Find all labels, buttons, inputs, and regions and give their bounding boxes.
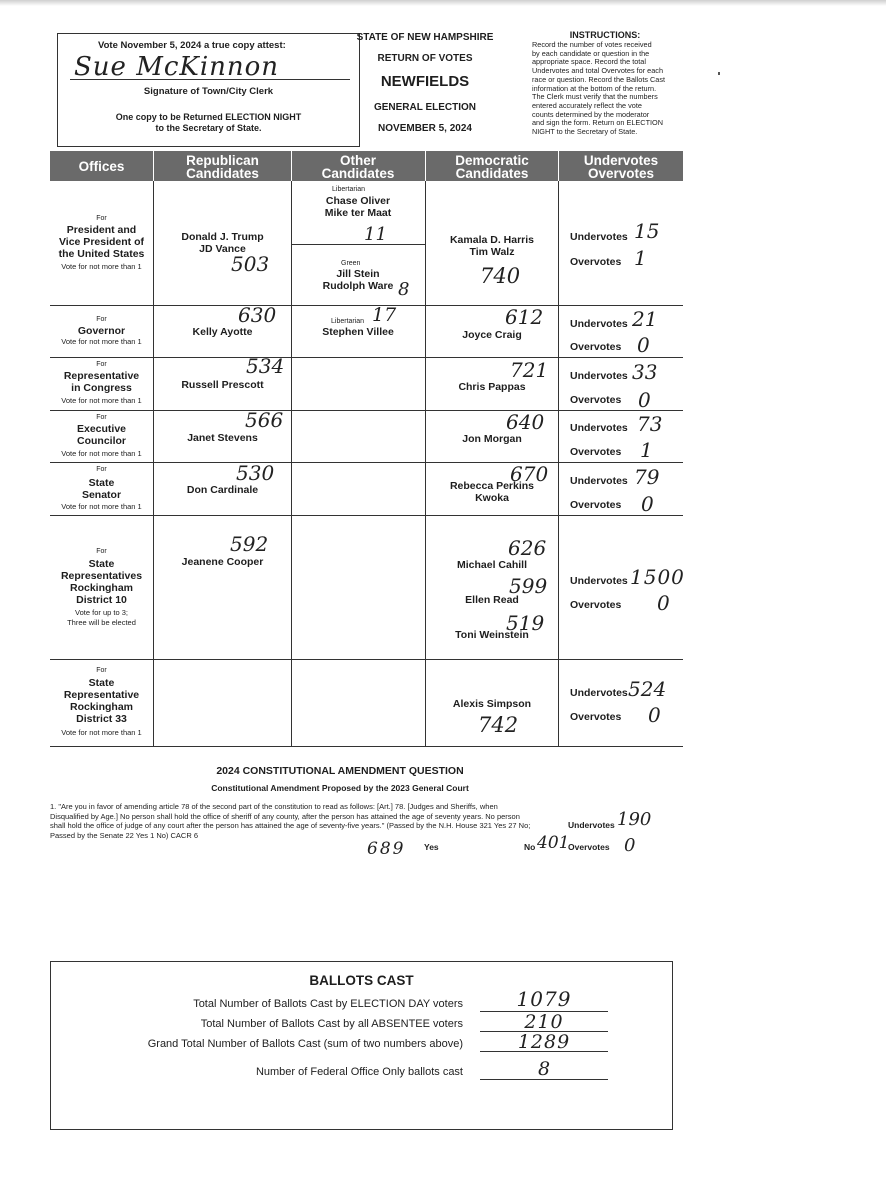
overvotes-president: 1 xyxy=(634,246,647,270)
instructions-text xyxy=(532,41,682,137)
col-democratic-line1: Democratic xyxy=(455,153,529,168)
party-libertarian: Libertarian xyxy=(331,318,365,325)
office-president xyxy=(50,224,153,260)
vote-count-craig: 612 xyxy=(505,305,544,329)
col-republican-line2: Candidates xyxy=(186,166,259,181)
office-line: Representatives xyxy=(60,570,143,582)
vote-count-ayotte: 630 xyxy=(238,303,277,327)
candidate-pappas: Chris Pappas xyxy=(458,381,526,393)
overvotes-label: Overvotes xyxy=(570,394,622,406)
instructions-line: information at the bottom of the return. xyxy=(532,83,657,93)
clerk-signature: Sue McKinnon xyxy=(74,52,280,82)
col-undervotes: Undervotes xyxy=(583,153,659,168)
col-other-line2: Candidates xyxy=(321,166,395,181)
undervotes-label: Undervotes xyxy=(570,370,628,382)
undervotes-president: 15 xyxy=(634,219,660,243)
amendment-question-text xyxy=(50,802,570,840)
col-divider xyxy=(153,181,154,747)
instructions-line: appropriate space. Record the total xyxy=(532,57,646,67)
candidate-prescott: Russell Prescott xyxy=(181,379,264,391)
overvotes-label: Overvotes xyxy=(570,711,622,723)
candidate-cooper: Jeanene Cooper xyxy=(181,556,264,568)
col-divider xyxy=(425,151,426,181)
overvotes-label: Overvotes xyxy=(568,842,610,852)
office-state-reps-district-10 xyxy=(50,558,153,606)
office-line: Executive xyxy=(76,423,127,435)
no-label: No xyxy=(524,842,536,852)
candidate-name: Rudolph Ware xyxy=(322,280,394,292)
signature-caption: Signature of Town/City Clerk xyxy=(143,86,274,97)
col-divider xyxy=(425,181,426,747)
overvotes-governor: 0 xyxy=(637,333,650,357)
office-line: the United States xyxy=(58,248,145,260)
candidate-name: JD Vance xyxy=(199,243,246,255)
ballots-federal-only-value: 8 xyxy=(537,1058,551,1080)
for-label: For xyxy=(96,548,107,555)
vote-for-rule: Vote for not more than 1 xyxy=(61,728,142,737)
vote-for-rule: Vote for not more than 1 xyxy=(61,337,142,346)
candidate-name: Jill Stein xyxy=(336,268,380,280)
col-democratic xyxy=(425,154,559,180)
overvotes-congress: 0 xyxy=(638,388,651,412)
col-other xyxy=(291,154,425,180)
ballots-row-label: Grand Total Number of Ballots Cast (sum of two numbers above) xyxy=(147,1038,463,1050)
candidate-name: Kamala D. Harris xyxy=(449,234,535,246)
scan-top-edge xyxy=(0,0,886,6)
col-democratic-line2: Candidates xyxy=(455,166,529,181)
amendment-text-line: 1. "Are you in favor of amending article 78 of the second part of the constitution to read as follows: [Art.] 78. [Judges and Sheriffs, when xyxy=(50,802,498,811)
overvotes-council: 1 xyxy=(640,438,653,462)
candidate-ayotte: Kelly Ayotte xyxy=(192,326,253,338)
overvotes-label: Overvotes xyxy=(570,599,622,611)
office-line: District 33 xyxy=(76,713,127,725)
undervotes-label: Undervotes xyxy=(570,422,628,434)
vote-count-simpson: 742 xyxy=(478,713,519,737)
vote-count-pappas: 721 xyxy=(510,358,549,382)
amendment-text-line: Passed by the Senate 22 Yes 1 No) CACR 6 xyxy=(50,830,199,840)
for-label: For xyxy=(96,414,107,421)
instructions-line: entered accurately reflect the vote xyxy=(532,100,642,110)
candidate-stevens: Janet Stevens xyxy=(187,432,258,444)
office-line: State xyxy=(88,477,115,489)
office-state-senator xyxy=(50,477,153,501)
candidate-cardinale: Don Cardinale xyxy=(186,484,259,496)
vote-count-trump: 503 xyxy=(231,252,270,276)
vote-count-cardinale: 530 xyxy=(236,461,275,485)
vote-for-rule: Vote for up to 3; xyxy=(75,608,128,617)
undervotes-district-33: 524 xyxy=(628,677,667,701)
candidate-simpson: Alexis Simpson xyxy=(452,698,532,710)
office-state-rep-district-33 xyxy=(50,677,153,725)
office-governor: Governor xyxy=(77,325,126,337)
office-line: Vice President of xyxy=(58,236,144,248)
vote-count-villee: 17 xyxy=(372,304,397,326)
amendment-text-line: shall hold the office of judge of any court after the person has attained the age of seventy-five years." (Passed by the N.H. House 321 Yes 27 No; xyxy=(50,821,531,830)
attest-certification: Vote November 5, 2024 a true copy attest: xyxy=(98,40,286,51)
vote-for-rule: Vote for not more than 1 xyxy=(61,396,142,405)
for-label: For xyxy=(96,466,107,473)
for-label: For xyxy=(96,667,107,674)
yes-label: Yes xyxy=(424,842,439,852)
yes-vote-count: 689 xyxy=(367,839,406,859)
col-offices: Offices xyxy=(50,160,153,173)
undervotes-label: Undervotes xyxy=(568,820,615,830)
vote-for-rule: Three will be elected xyxy=(67,618,136,627)
col-under-over xyxy=(559,154,683,180)
col-republican xyxy=(154,154,291,180)
election-date: NOVEMBER 5, 2024 xyxy=(378,123,472,134)
return-note-1: One copy to be Returned ELECTION NIGHT xyxy=(115,112,302,122)
row-divider xyxy=(50,659,683,660)
ballots-absentee-value: 210 xyxy=(524,1011,564,1033)
office-line: Representative xyxy=(63,689,140,701)
instructions-line: by each candidate or question in the xyxy=(532,48,650,58)
ballots-grand-total-value: 1289 xyxy=(517,1031,571,1053)
candidate-oliver-termaat xyxy=(296,195,420,219)
col-divider xyxy=(291,151,292,181)
candidate-read: Ellen Read xyxy=(465,594,519,606)
ballots-row-label: Total Number of Ballots Cast by all ABSENTEE voters xyxy=(200,1018,463,1030)
row-divider xyxy=(50,462,683,463)
vote-for-rule: Vote for not more than 1 xyxy=(61,449,142,458)
amendment-text-line: Disqualified by Age.] No person shall hold the office of sheriff of any county, after the person has attained the age of seventy years. No person xyxy=(50,811,520,821)
office-line: District 10 xyxy=(76,594,127,606)
row-divider xyxy=(50,357,683,358)
vote-count-prescott: 534 xyxy=(246,354,285,378)
col-overvotes: Overvotes xyxy=(587,166,655,181)
undervotes-amendment: 190 xyxy=(617,809,652,830)
ballots-row-label: Total Number of Ballots Cast by ELECTION DAY voters xyxy=(193,998,463,1010)
row-divider xyxy=(50,410,683,411)
candidate-name: Mike ter Maat xyxy=(324,207,392,219)
undervotes-label: Undervotes xyxy=(570,687,628,699)
undervotes-governor: 21 xyxy=(632,307,658,331)
office-executive-councilor xyxy=(50,423,153,447)
instructions-line: Undervotes and total Overvotes for each xyxy=(532,66,664,76)
ballots-cast-title: BALLOTS CAST xyxy=(309,973,414,988)
undervotes-label: Undervotes xyxy=(570,475,628,487)
instructions-line: The Clerk must verify that the numbers xyxy=(532,92,658,102)
row-divider xyxy=(50,515,683,516)
overvotes-label: Overvotes xyxy=(570,341,622,353)
overvotes-label: Overvotes xyxy=(570,256,622,268)
no-vote-count: 401 xyxy=(537,833,570,853)
for-label: For xyxy=(96,316,107,323)
candidate-craig: Joyce Craig xyxy=(462,329,522,341)
col-divider xyxy=(558,151,559,181)
amendment-subtitle: Constitutional Amendment Proposed by the 2023 General Court xyxy=(211,783,469,793)
form-title: RETURN OF VOTES xyxy=(377,53,473,64)
party-green: Green xyxy=(341,260,361,267)
candidate-name: Chase Oliver xyxy=(325,195,391,207)
office-line: State xyxy=(88,558,115,570)
col-other-line1: Other xyxy=(339,153,376,168)
undervotes-council: 73 xyxy=(637,412,663,436)
candidate-harris-walz xyxy=(430,234,554,258)
undervotes-label: Undervotes xyxy=(570,318,628,330)
vote-count-perkins-kwoka: 670 xyxy=(510,462,549,486)
undervotes-district-10: 1500 xyxy=(630,565,685,589)
undervotes-label: Undervotes xyxy=(570,231,628,243)
office-line: Representative xyxy=(63,370,140,382)
ballots-election-day-value: 1079 xyxy=(516,987,572,1011)
party-libertarian: Libertarian xyxy=(332,186,366,193)
instructions-line: NIGHT to the Secretary of State. xyxy=(532,127,638,137)
other-split-line xyxy=(291,244,425,245)
election-type: GENERAL ELECTION xyxy=(373,102,477,113)
scan-speck xyxy=(718,72,720,75)
candidate-villee: Stephen Villee xyxy=(322,326,394,338)
instructions-title: INSTRUCTIONS: xyxy=(569,30,641,40)
undervotes-senator: 79 xyxy=(634,465,660,489)
overvotes-label: Overvotes xyxy=(570,446,622,458)
for-label: For xyxy=(96,215,107,222)
office-line: President and xyxy=(66,224,137,236)
office-line: State xyxy=(88,677,115,689)
signature-line xyxy=(70,79,350,80)
candidate-name: Rebecca Perkins xyxy=(449,480,535,492)
candidate-name: Donald J. Trump xyxy=(181,231,264,243)
undervotes-label: Undervotes xyxy=(570,575,628,587)
office-line: Senator xyxy=(81,489,122,501)
vote-count-cahill: 626 xyxy=(508,536,547,560)
vote-count-weinstein: 519 xyxy=(506,611,545,635)
instructions-line: race or question. Record the Ballots Cast xyxy=(532,74,666,84)
office-line: in Congress xyxy=(71,382,132,394)
col-republican-line1: Republican xyxy=(186,153,259,168)
vote-for-rule: Vote for not more than 1 xyxy=(61,262,142,271)
vote-count-stein: 8 xyxy=(398,279,410,300)
vote-count-morgan: 640 xyxy=(506,410,545,434)
instructions-line: counts determined by the moderator xyxy=(532,109,650,119)
instructions-line: and sign the form. Return on ELECTION xyxy=(532,118,663,128)
candidate-morgan: Jon Morgan xyxy=(462,433,522,445)
vote-for-rule: Vote for not more than 1 xyxy=(61,502,142,511)
col-divider xyxy=(291,181,292,747)
ballots-row-label: Number of Federal Office Only ballots cast xyxy=(255,1066,463,1078)
for-label: For xyxy=(96,361,107,368)
undervotes-congress: 33 xyxy=(632,360,658,384)
instructions-line: Record the number of votes received xyxy=(532,40,652,49)
candidate-name: Kwoka xyxy=(475,492,509,504)
overvotes-district-33: 0 xyxy=(648,703,661,727)
row-divider xyxy=(50,305,683,306)
col-divider xyxy=(558,181,559,747)
row-divider xyxy=(50,746,683,747)
overvotes-district-10: 0 xyxy=(657,591,670,615)
candidate-cahill: Michael Cahill xyxy=(456,559,528,571)
town-name: NEWFIELDS xyxy=(380,73,470,90)
office-line: Councilor xyxy=(77,435,126,447)
overvotes-amendment: 0 xyxy=(624,835,636,856)
office-line: Rockingham xyxy=(69,701,133,713)
overvotes-senator: 0 xyxy=(641,492,654,516)
amendment-title: 2024 CONSTITUTIONAL AMENDMENT QUESTION xyxy=(216,765,464,777)
office-line: Rockingham xyxy=(69,582,133,594)
candidate-weinstein: Toni Weinstein xyxy=(455,629,529,641)
vote-count-cooper: 592 xyxy=(230,532,269,556)
return-note-2: to the Secretary of State. xyxy=(155,123,262,133)
state-name: STATE OF NEW HAMPSHIRE xyxy=(356,32,494,43)
vote-count-harris: 740 xyxy=(480,264,521,288)
candidate-name: Tim Walz xyxy=(469,246,515,258)
vote-count-read: 599 xyxy=(509,574,548,598)
office-congress xyxy=(50,370,153,394)
vote-count-stevens: 566 xyxy=(245,408,284,432)
vote-count-oliver: 11 xyxy=(364,224,387,245)
overvotes-label: Overvotes xyxy=(570,499,622,511)
